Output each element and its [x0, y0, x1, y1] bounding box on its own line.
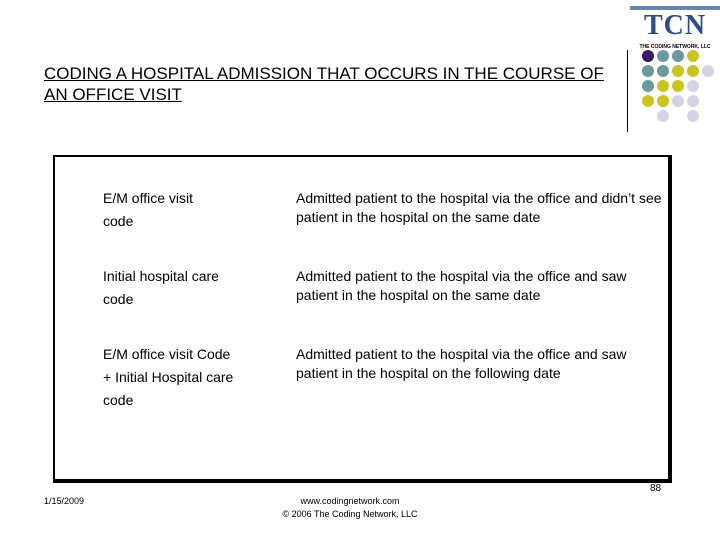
- dot-teal: [642, 80, 654, 92]
- tcn-logo: [630, 6, 720, 51]
- code-cell: E/M office visit code: [103, 190, 193, 229]
- dot-teal: [642, 65, 654, 77]
- dot-yellow: [672, 65, 684, 77]
- divider-line: [627, 50, 628, 132]
- description-cell: Admitted patient to the hospital via the office and didn’t see patient in the hospital on the same date: [296, 190, 662, 225]
- dot-lavender: [672, 95, 684, 107]
- dot-lavender: [687, 95, 699, 107]
- logo-subtitle: THE CODING NETWORK, LLC: [639, 44, 711, 50]
- logo-mark: TCN: [630, 6, 720, 42]
- slide-title: CODING A HOSPITAL ADMISSION THAT OCCURS IN THE COURSE OF AN OFFICE VISIT: [44, 64, 604, 104]
- dot-yellow: [687, 65, 699, 77]
- dot-teal: [672, 50, 684, 62]
- code-cell: E/M office visit Code + Initial Hospital care code: [103, 346, 234, 408]
- dot-yellow: [642, 95, 654, 107]
- dot-yellow: [672, 80, 684, 92]
- code-cell: Initial hospital care code: [103, 268, 219, 307]
- page-number: 88: [650, 483, 662, 494]
- dot-lavender: [702, 65, 714, 77]
- footer-date: 1/15/2009: [44, 496, 85, 506]
- dot-teal: [657, 65, 669, 77]
- footer-copyright: © 2006 The Coding Network, LLC: [282, 509, 418, 519]
- dot-yellow: [657, 95, 669, 107]
- footer-website: www.codingnetwork.com: [300, 496, 400, 506]
- dot-lavender: [657, 110, 669, 122]
- description-cell: Admitted patient to the hospital via the office and saw patient in the hospital on the same date: [296, 268, 627, 303]
- content-box: [53, 155, 672, 483]
- dot-yellow: [687, 50, 699, 62]
- footer-center: [250, 495, 450, 521]
- dot-lavender: [687, 80, 699, 92]
- dot-purple: [642, 50, 654, 62]
- dot-lavender: [687, 110, 699, 122]
- dot-yellow: [657, 80, 669, 92]
- description-cell: Admitted patient to the hospital via the office and saw patient in the hospital on the following date: [296, 346, 627, 381]
- dot-teal: [657, 50, 669, 62]
